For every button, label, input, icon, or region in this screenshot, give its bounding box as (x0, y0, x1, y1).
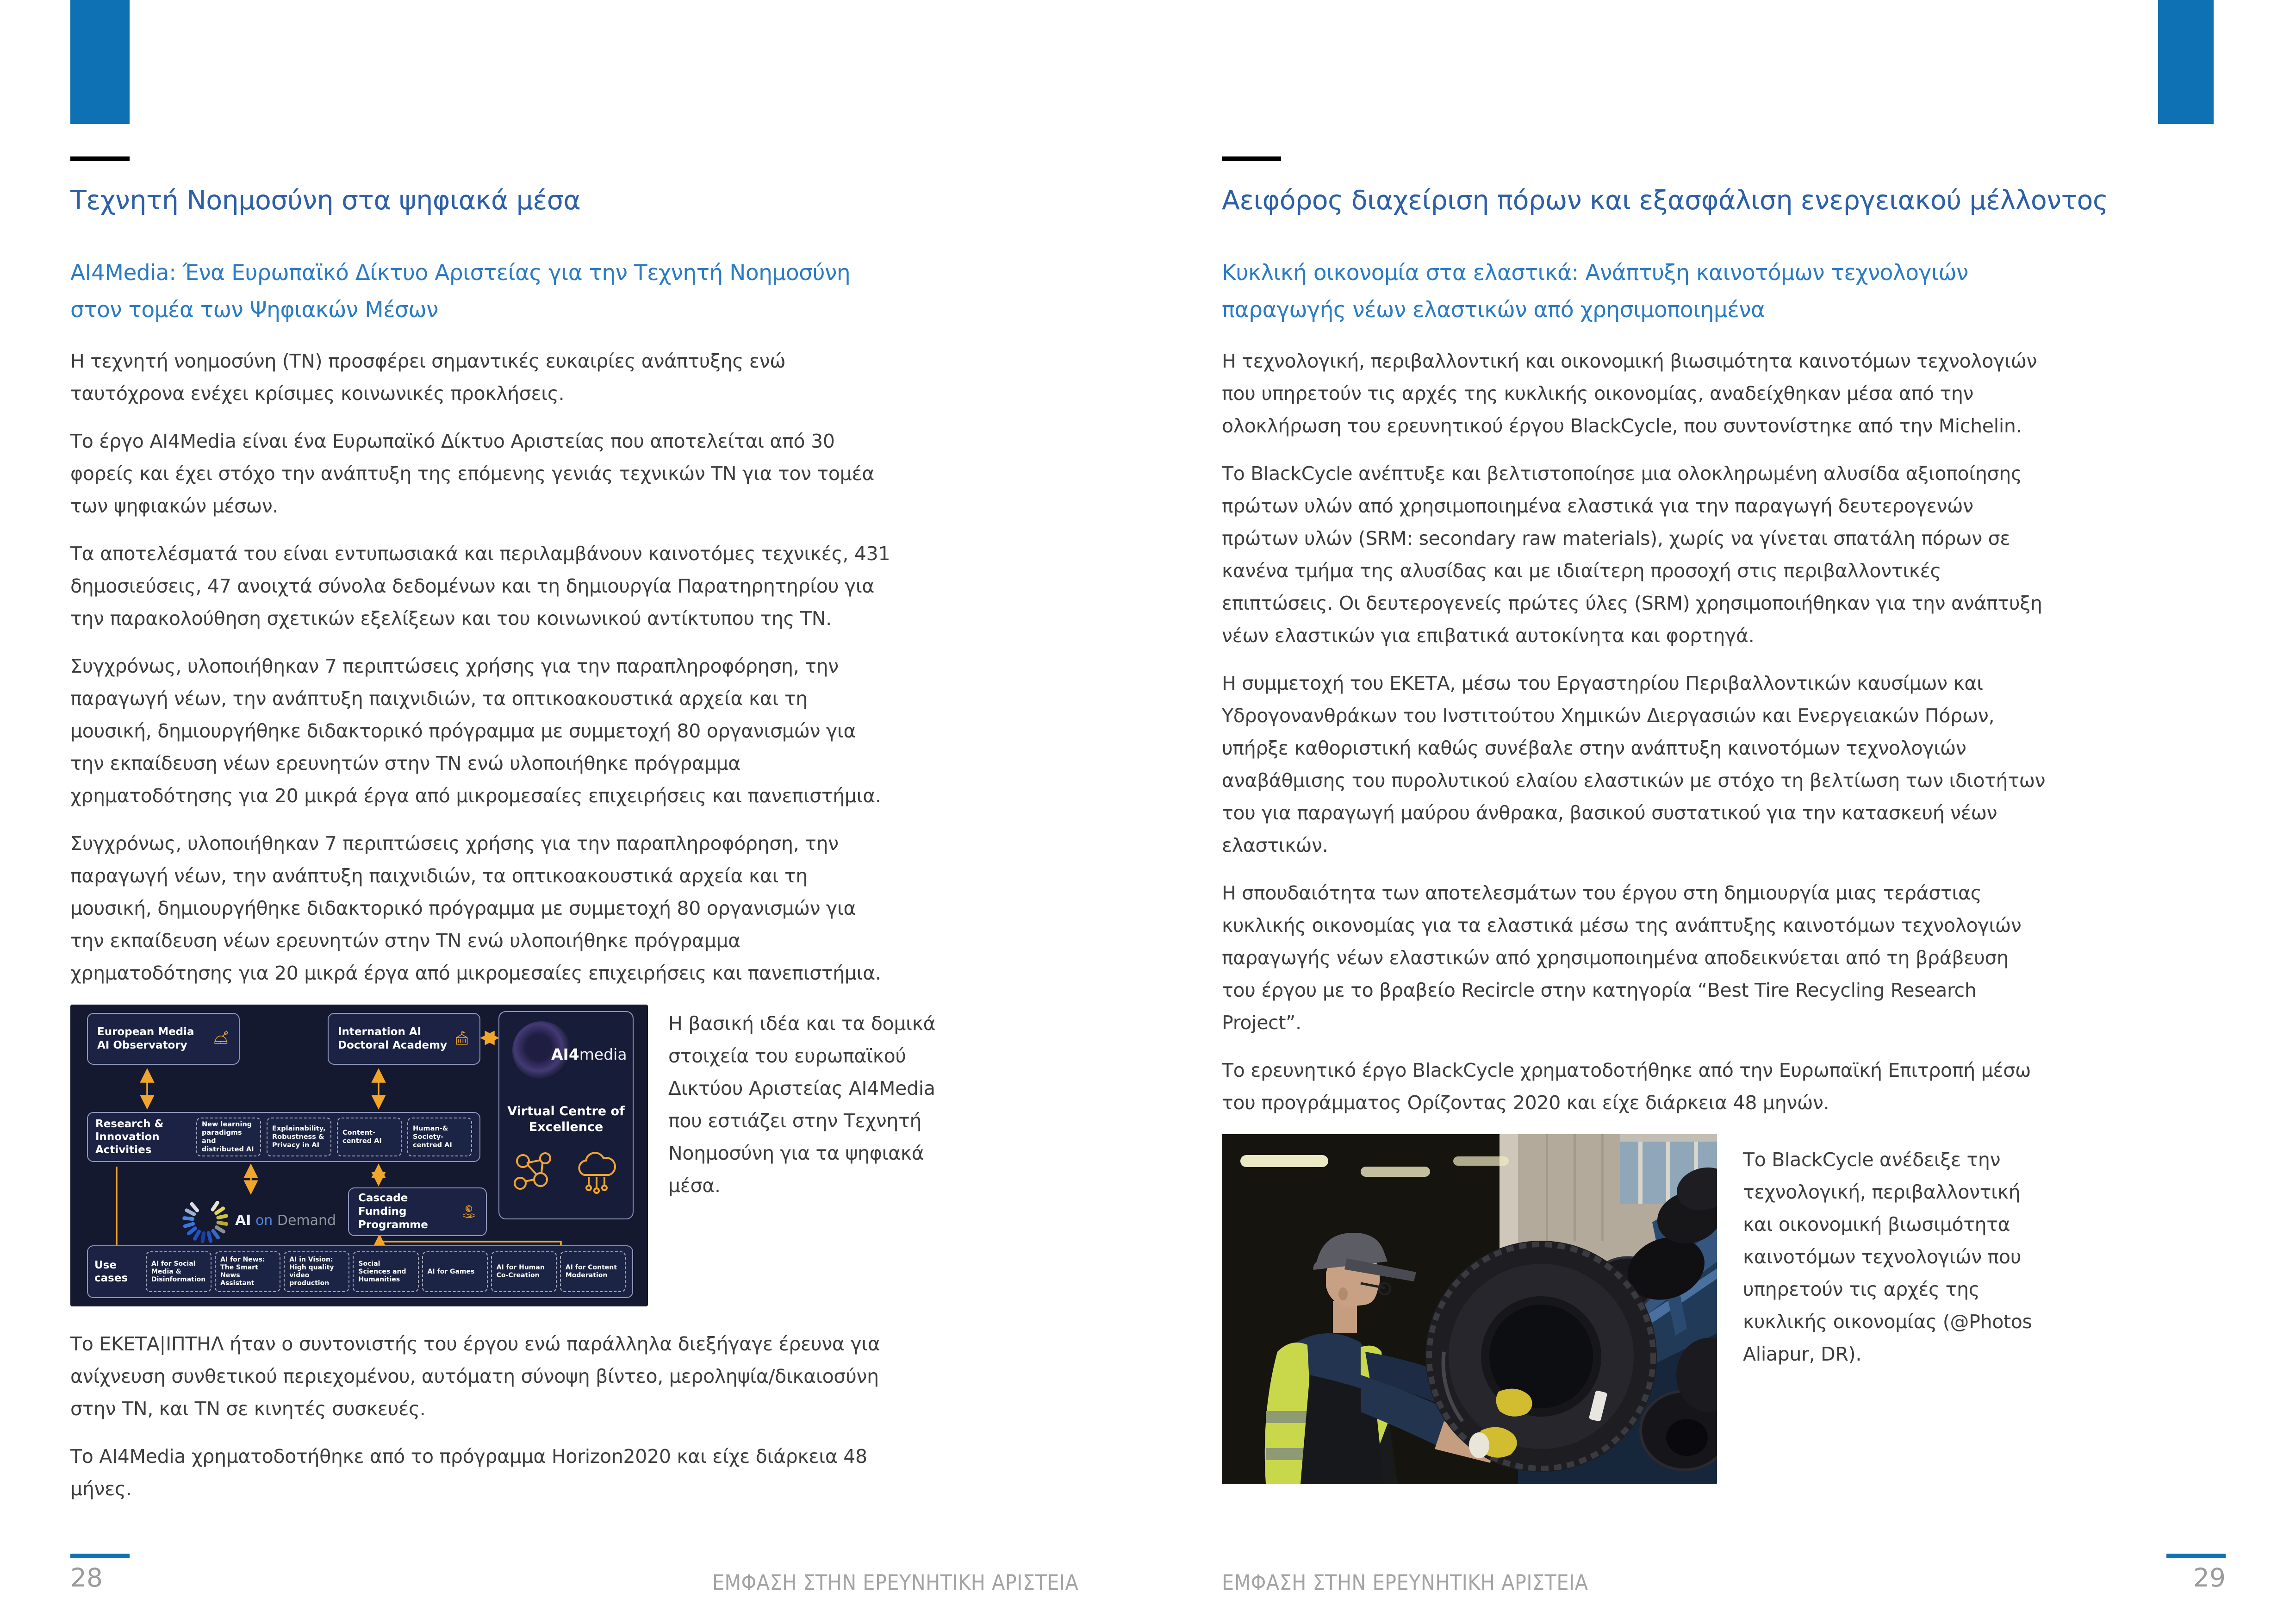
figure-caption: Η βασική ιδέα και τα δομικά στοιχεία του ευρωπαϊκού Δικτύου Αριστείας AI4Media που εστιάζει στην Τεχνητή Νοημοσύνη για τα ψηφιακά μέσα. (668, 1012, 936, 1197)
doctoral-academy-box (328, 1013, 480, 1065)
paragraph: Συγχρόνως, υλοποιήθηκαν 7 περιπτώσεις χρήσης για την παραπληροφόρηση, την παραγωγή νέων, την ανάπτυξη παιχνιδιών, τα οπτικοακουστικά αρχεία και τη μουσική, δημιουργήθηκε διδακτορικό πρόγραμμα με συμμετοχή 80 οργανισμών για την εκπαίδευση νέων ερευνητών στην ΤΝ ενώ υλοποιήθηκε πρόγραμμα χρηματοδότησης για 20 μικρά έργα από μικρομεσαίες επιχειρήσεις και πανεπιστήμια. (70, 655, 881, 807)
use-case: AI for Content Moderation (560, 1251, 626, 1292)
ai4media-network-diagram (70, 1005, 648, 1306)
ai4media-logo: AI4media (551, 1045, 627, 1063)
paragraph: Η σπουδαιότητα των αποτελεσμάτων του έργου στη δημιουργία μιας τεράστιας κυκλικής οικονομίας για τα ελαστικά μέσω της ανάπτυξης καινοτόμων τεχνολογιών παραγωγής νέων ελαστικών από χρησιμοποιημένα αποδεικνύεται από τη βράβευση του έργου με το βραβείο Recircle στην κατηγορία “Best Tire Recycling Research Project”. (1222, 882, 2022, 1034)
article-title: Κυκλική οικονομία στα ελαστικά: Ανάπτυξη καινοτόμων τεχνολογιών παραγωγής νέων ελαστικών από χρησιμοποιημένα (1222, 260, 1968, 323)
use-case: AI for Social Media & Disinformation (146, 1251, 212, 1292)
section-dash (70, 156, 130, 161)
academy-building-icon (454, 1024, 470, 1054)
research-label: Research & Innovation Activities (95, 1118, 164, 1156)
tire-recycling-photo (1222, 1134, 1717, 1484)
section-title: Αειφόρος διαχείριση πόρων και εξασφάλιση ενεργειακού μέλλοντος (1222, 185, 2108, 216)
paragraph: Η τεχνητή νοημοσύνη (ΤΝ) προσφέρει σημαντικές ευκαιρίες ανάπτυξης ενώ ταυτόχρονα ενέχει κρίσιμες κοινωνικές προκλήσεις. (70, 350, 786, 405)
observatory-box (87, 1013, 240, 1065)
use-cases-label: Use cases (94, 1259, 128, 1284)
virtual-centre-label: Virtual Centre of Excellence (507, 1104, 625, 1134)
paragraph: Το BlackCycle ανέπτυξε και βελτιστοποίησε μια ολοκληρωμένη αλυσίδα αξιοποίησης πρώτων υλών από χρησιμοποιημένα ελαστικά για την παραγωγή δευτερογενών πρώτων υλών (SRM: secondary raw materials), χωρίς να γίνεται σπατάλη πόρων σε κανένα τμήμα της αλυσίδας και με ιδιαίτερη προσοχή στις περιβαλλοντικές επιπτώσεις. Οι δευτερογενείς πρώτες ύλες (SRM) χρησιμοποιήθηκαν για την ανάπτυξη νέων ελαστικών για επιβατικά αυτοκίνητα και φορτηγά. (1222, 462, 2042, 647)
observatory-label: European Media AI Observatory (97, 1026, 194, 1051)
running-title: ΕΜΦΑΣΗ ΣΤΗΝ ΕΡΕΥΝΗΤΙΚΗ ΑΡΙΣΤΕΙΑ (712, 1570, 1078, 1595)
section-title: Τεχνητή Νοημοσύνη στα ψηφιακά μέσα (70, 185, 581, 216)
photo-caption: Το BlackCycle ανέδειξε την τεχνολογική, περιβαλλοντική και οικονομική βιωσιμότητα καινοτόμων τεχνολογιών που υπηρετούν τις αρχές της κυκλικής οικονομίας (@Photos Aliapur, DR). (1743, 1149, 2032, 1365)
paragraph: Συγχρόνως, υλοποιήθηκαν 7 περιπτώσεις χρήσης για την παραπληροφόρηση, την παραγωγή νέων, την ανάπτυξη παιχνιδιών, τα οπτικοακουστικά αρχεία και τη μουσική, δημιουργήθηκε διδακτορικό πρόγραμμα με συμμετοχή 80 οργανισμών για την εκπαίδευση νέων ερευνητών στην ΤΝ ενώ υλοποιήθηκε πρόγραμμα χρηματοδότησης για 20 μικρά έργα από μικρομεσαίες επιχειρήσεις και πανεπιστήμια. (70, 832, 881, 984)
ai-on-demand-label: AI on Demand (235, 1212, 336, 1229)
use-case: AI in Vision: High quality video production (284, 1251, 349, 1292)
research-item: Explainability, Robustness & Privacy in AI (267, 1118, 331, 1156)
research-item: Human-& Society-centred AI (407, 1118, 472, 1156)
paragraph: Το ερευνητικό έργο BlackCycle χρηματοδοτήθηκε από την Ευρωπαϊκή Επιτροπή μέσω του προγράμματος Ορίζοντας 2020 και είχε διάρκεια 48 μηνών. (1222, 1059, 2031, 1114)
top-blue-bar (70, 0, 130, 124)
footer-blue-dash (70, 1554, 130, 1558)
ai-on-demand-spinner-icon (180, 1195, 230, 1245)
research-item: Content-centred AI (337, 1118, 402, 1156)
photo-row (1222, 1134, 2110, 1484)
paragraph: Τα αποτελέσματά του είναι εντυπωσιακά και περιλαμβάνουν καινοτόμες τεχνικές, 431 δημοσιεύσεις, 47 ανοιχτά σύνολα δεδομένων και τη δημιουργία Παρατηρητηρίου για την παρακολούθηση σχετικών εξελίξεων και του κοινωνικού αντίκτυπου της ΤΝ. (70, 543, 890, 630)
paragraph: Το έργο AI4Media είναι ένα Ευρωπαϊκό Δίκτυο Αριστείας που αποτελείται από 30 φορείς και έχει στόχο την ανάπτυξη της επόμενης γενιάς τεχνικών ΤΝ για τον τομέα των ψηφιακών μέσων. (70, 430, 875, 517)
running-title: ΕΜΦΑΣΗ ΣΤΗΝ ΕΡΕΥΝΗΤΙΚΗ ΑΡΙΣΤΕΙΑ (1222, 1570, 1588, 1595)
use-case: Social Sciences and Humanities (353, 1251, 418, 1292)
article-title: AI4Media: Ένα Ευρωπαϊκό Δίκτυο Αριστείας για την Τεχνητή Νοημοσύνη στον τομέα των Ψηφιακών Μέσων (70, 260, 851, 323)
article-body (1222, 345, 2110, 1502)
photo-illustration (1222, 1134, 1717, 1484)
research-item: New learning paradigms and distributed AI (196, 1118, 261, 1156)
ai-on-demand-logo (180, 1195, 336, 1245)
use-cases-band (87, 1245, 633, 1298)
use-case: AI for Human Co-Creation (491, 1251, 557, 1292)
top-blue-bar (2158, 0, 2214, 124)
paragraph: Το AI4Media χρηματοδοτήθηκε από το πρόγραμμα Horizon2020 και είχε διάρκεια 48 μήνες. (70, 1445, 867, 1500)
figure-row (70, 1005, 959, 1306)
academy-label: Internation AI Doctoral Academy (338, 1026, 448, 1051)
cloud-computing-icon (571, 1151, 622, 1195)
paragraph: Η συμμετοχή του ΕΚΕΤΑ, μέσω του Εργαστηρίου Περιβαλλοντικών καυσίμων και Υδρογονανθράκων του Ινστιτούτου Χημικών Διεργασιών και Ενεργειακών Πόρων, υπήρξε καθοριστική καθώς συνέβαλε στην ανάπτυξη καινοτόμων τεχνολογιών αναβάθμισης του πυρολυτικού ελαίου ελαστικών με στόχο τη βελτίωση των ιδιοτήτων του για παραγωγή μαύρου άνθρακα, βασικού συστατικού για την κατασκευή νέων ελαστικών. (1222, 672, 2046, 856)
panel-icons (499, 1151, 633, 1195)
footer-blue-dash (2166, 1554, 2226, 1558)
cascade-funding-box (348, 1187, 487, 1236)
observatory-icon (212, 1024, 230, 1054)
page-number: 29 (2193, 1563, 2226, 1593)
section-dash (1222, 156, 1281, 161)
euro-funding-icon (461, 1198, 477, 1226)
use-case: AI for News: The Smart News Assistant (215, 1251, 280, 1292)
article-body (70, 345, 959, 1520)
cascade-label: Cascade Funding Programme (358, 1192, 428, 1231)
paragraph: Το ΕΚΕΤΑ|ΙΠΤΗΛ ήταν ο συντονιστής του έργου ενώ παράλληλα διεξήγαγε έρευνα για ανίχνευση συνθετικού περιεχομένου, αυτόματη σύνοψη βίντεο, μεροληψία/δικαιοσύνη στην ΤΝ, και ΤΝ σε κινητές συσκευές. (70, 1333, 880, 1420)
page-29 (1148, 0, 2296, 1624)
people-network-icon (510, 1151, 558, 1195)
paragraph: Η τεχνολογική, περιβαλλοντική και οικονομική βιωσιμότητα καινοτόμων τεχνολογιών που υπηρετούν τις αρχές της κυκλικής οικονομίας, αναδείχθηκαν μέσα από την ολοκλήρωση του ερευνητικού έργου BlackCycle, που συντονίστηκε από την Michelin. (1222, 350, 2037, 437)
research-activities-band (87, 1112, 480, 1162)
use-case: AI for Games (422, 1251, 488, 1292)
virtual-centre-panel (498, 1011, 634, 1219)
page-number: 28 (70, 1563, 103, 1593)
